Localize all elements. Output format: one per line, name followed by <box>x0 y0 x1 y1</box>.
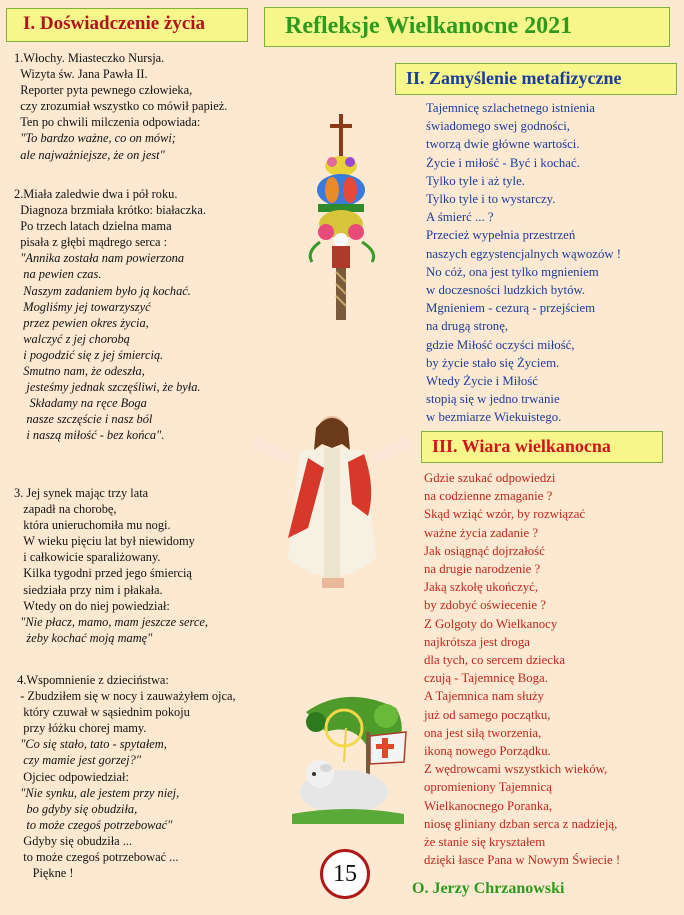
poem-line: ikoną nowego Porządku. <box>424 744 551 759</box>
story-line: 1.Włochy. Miasteczko Nursja. <box>14 51 165 65</box>
story-line: przez pewien okres życia, <box>14 315 149 330</box>
poem-line: niosę gliniany dzban serca z nadzieją, <box>424 816 618 831</box>
story-line: 4.Wspomnienie z dzieciństwa: <box>14 673 169 687</box>
poem-line: Tylko tyle i to wystarczy. <box>426 192 556 207</box>
poem-line: że stanie się kryształem <box>424 835 546 850</box>
poem-line: Wtedy Życie i Miłość <box>426 374 538 389</box>
story-line: czy mamie jest gorzej?" <box>14 753 142 768</box>
story-line: Gdyby się obudziła ... <box>14 833 133 848</box>
poem-line: tworzą dwie główne wartości. <box>426 137 580 152</box>
story-line: Naszym zadaniem było ją kochać. <box>14 283 191 298</box>
poem-line: ona jest siłą tworzenia, <box>424 725 542 740</box>
story-line: Wizyta św. Jana Pawła II. <box>14 67 148 82</box>
story-line: i całkowicie sparaliżowany. <box>14 550 161 565</box>
poem-line: Z Golgoty do Wielkanocy <box>424 616 558 631</box>
story-1 <box>14 50 227 163</box>
story-line: walczyć z jej chorobą <box>14 331 130 346</box>
story-line: ale najważniejsze, że on jest" <box>14 147 165 162</box>
poem-line: najkrótsza jest droga <box>424 634 530 649</box>
story-line: Po trzech latach dzielna mama <box>14 219 172 234</box>
story-line: bo gdyby się obudziła, <box>14 801 138 816</box>
poem-line: by życie stało się Życiem. <box>426 355 560 370</box>
story-line: żeby kochać moją mamę" <box>14 630 153 645</box>
story-line: pisała z głębi mądrego serca : <box>14 235 168 250</box>
poem-line: by zdobyć oświecenie ? <box>424 598 546 613</box>
poem-line: Jaką szkołę ukończyć, <box>424 580 539 595</box>
poem-line: Jak osiągnąć dojrzałość <box>424 543 545 558</box>
poem-line: gdzie Miłość oczyści miłość, <box>426 337 575 352</box>
poem-line: Mgnieniem - cezurą - przejściem <box>426 301 596 316</box>
poem-line: świadomego swej godności, <box>426 119 570 134</box>
story-line: Ojciec odpowiedział: <box>14 769 129 784</box>
story-line: Wtedy on do niej powiedział: <box>14 598 170 613</box>
story-line: siedziała przy nim i płakała. <box>14 582 163 597</box>
story-line: który czuwał w sąsiednim pokoju <box>14 705 190 720</box>
story-line: Ten po chwili milczenia odpowiada: <box>14 115 201 130</box>
poem-line: Tylko tyle i aż tyle. <box>426 173 525 188</box>
story-line: Diagnoza brzmiała krótko: białaczka. <box>14 203 206 218</box>
poem-line: A Tajemnica nam służy <box>424 689 545 704</box>
poem-line: Gdzie szukać odpowiedzi <box>424 471 556 485</box>
story-line: Składamy na ręce Boga <box>14 396 147 411</box>
story-line: przy łóżku chorej mamy. <box>14 721 147 736</box>
poem-line: Z wędrowcami wszystkich wieków, <box>424 762 608 777</box>
story-line: Reporter pyta pewnego człowieka, <box>14 83 193 98</box>
poem-line: Wielkanocnego Poranka, <box>424 798 553 813</box>
poem-line: A śmierć ... ? <box>426 210 494 225</box>
story-line: nasze szczęście i nasz ból <box>14 412 153 427</box>
poem-line: ważne życia zadanie ? <box>424 525 539 540</box>
poem-line: Skąd wziąć wzór, by rozwiązać <box>424 507 586 522</box>
story-line: i naszą miłość - bez końca". <box>14 428 165 443</box>
main-title: Refleksje Wielkanocne 2021 <box>264 7 670 47</box>
section2-poem <box>426 99 621 427</box>
poem-line: Przecież wypełnia przestrzeń <box>426 228 576 243</box>
poem-line: Tajemnicę szlachetnego istnienia <box>426 101 595 115</box>
story-line: W wieku pięciu lat był niewidomy <box>14 534 195 549</box>
story-line: Piękne ! <box>14 866 74 881</box>
story-line: "Nie płacz, mamo, mam jeszcze serce, <box>14 614 209 629</box>
story-line: która unieruchomiła mu nogi. <box>14 518 171 533</box>
poem-line: na drugie narodzenie ? <box>424 562 541 577</box>
story-2 <box>14 186 206 444</box>
poem-line: dzięki łasce Pana w Nowym Świecie ! <box>424 853 621 868</box>
story-line: "Annika została nam powierzona <box>14 251 185 266</box>
story-line: "Nie synku, ale jestem przy niej, <box>14 785 180 800</box>
poem-line: No cóż, ona jest tylko mgnieniem <box>426 264 599 279</box>
poem-line: Życie i miłość - Być i kochać. <box>426 155 580 170</box>
section3-title: III. Wiara wielkanocna <box>421 431 663 463</box>
story-line: na pewien czas. <box>14 267 102 282</box>
story-4 <box>14 672 236 881</box>
risen-christ-image <box>248 408 416 594</box>
story-line: Mogliśmy jej towarzyszyć <box>14 299 151 314</box>
poem-line: czują - Tajemnicę Boga. <box>424 671 548 686</box>
easter-lamb-image <box>286 692 416 842</box>
poem-line: naszych egzystencjalnych wąwozów ! <box>426 246 622 261</box>
section1-title: I. Doświadczenie życia <box>6 8 248 42</box>
story-line: 3. Jej synek mając trzy lata <box>14 486 149 500</box>
easter-palm-image <box>302 112 384 324</box>
story-line: 2.Miała zaledwie dwa i pół roku. <box>14 187 178 201</box>
poem-line: już od samego początku, <box>424 707 551 722</box>
section3-poem <box>424 469 620 869</box>
story-line: zapadł na chorobę, <box>14 502 117 517</box>
story-line: "Co się stało, tato - spytałem, <box>14 737 167 752</box>
story-line: czy zrozumiał wszystko co mówił papież. <box>14 99 228 114</box>
story-line: Kilka tygodni przed jego śmiercią <box>14 566 192 581</box>
poem-line: w doczesności ludzkich bytów. <box>426 283 586 298</box>
poem-line: na codzienne zmaganie ? <box>424 489 553 504</box>
section2-title: II. Zamyślenie metafizyczne <box>395 63 677 95</box>
story-line: jesteśmy jednak szczęśliwi, że była. <box>14 380 201 395</box>
story-line: "To bardzo ważne, co on mówi; <box>14 131 176 146</box>
poem-line: stopią się w jedno trwanie <box>426 392 560 407</box>
page-number-badge: 15 <box>320 849 370 899</box>
story-3 <box>14 485 208 646</box>
story-line: i pogodzić się z jej śmiercią. <box>14 347 164 362</box>
story-line: Smutno nam, że odeszła, <box>14 364 145 379</box>
author-signature: O. Jerzy Chrzanowski <box>412 880 565 897</box>
story-line: - Zbudziłem się w nocy i zauważyłem ojca, <box>14 689 236 704</box>
poem-line: dla tych, co sercem dziecka <box>424 653 566 668</box>
story-line: to może czegoś potrzebować" <box>14 817 173 832</box>
poem-line: opromieniony Tajemnicą <box>424 780 552 795</box>
story-line: to może czegoś potrzebować ... <box>14 850 179 865</box>
poem-line: w bezmiarze Wiekuistego. <box>426 410 562 425</box>
poem-line: na drugą stronę, <box>426 319 509 334</box>
